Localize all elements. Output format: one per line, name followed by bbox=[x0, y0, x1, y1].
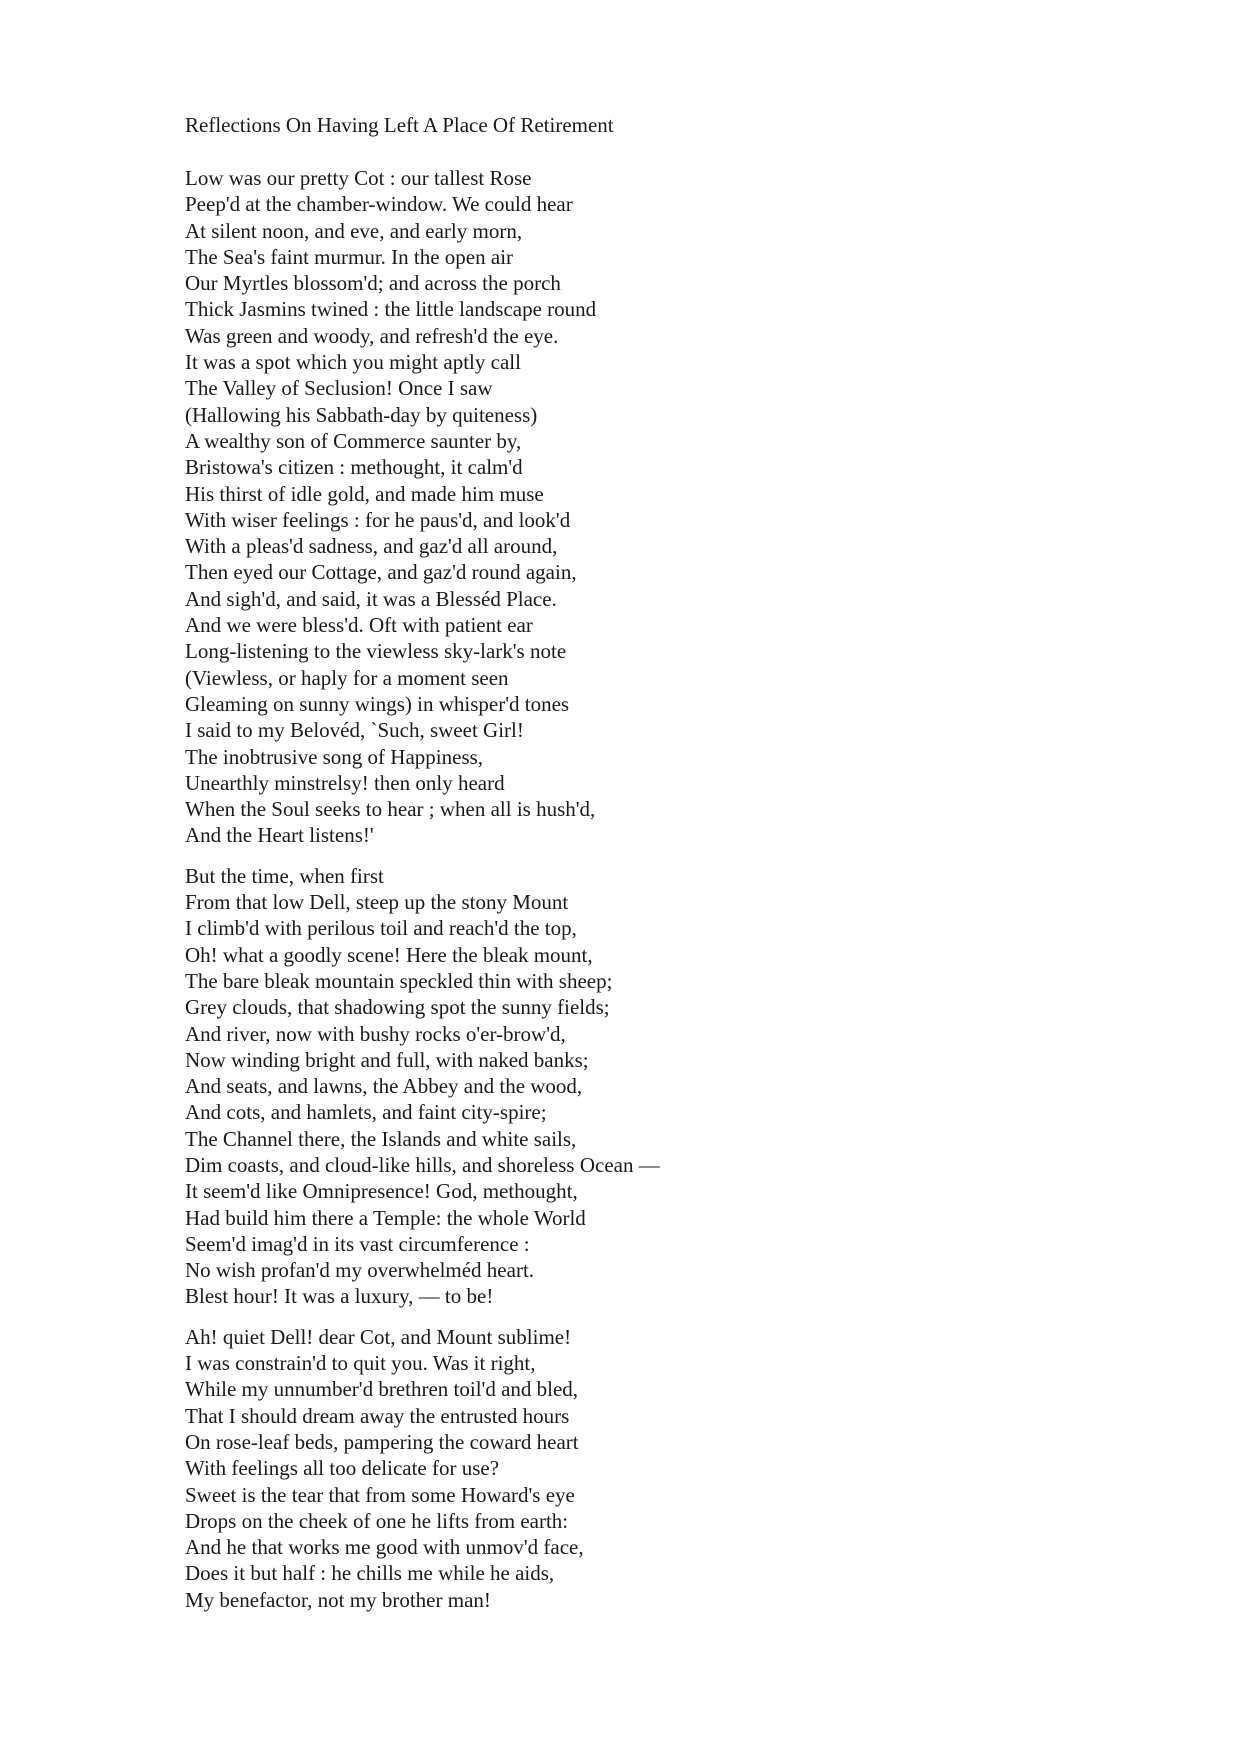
poem-line: Was green and woody, and refresh'd the eye. bbox=[185, 323, 559, 348]
poem-line: Dim coasts, and cloud-like hills, and shoreless Ocean — bbox=[185, 1152, 660, 1177]
poem-line: On rose-leaf beds, pampering the coward heart bbox=[185, 1429, 579, 1454]
poem-line: The Sea's faint murmur. In the open air bbox=[185, 244, 514, 269]
poem-line: Thick Jasmins twined : the little landscape round bbox=[185, 297, 597, 322]
poem-line: Sweet is the tear that from some Howard's eye bbox=[185, 1482, 575, 1507]
poem-line: And sigh'd, and said, it was a Blesséd Place. bbox=[185, 586, 557, 611]
poem-line: Our Myrtles blossom'd; and across the porch bbox=[185, 271, 561, 296]
poem-line: And seats, and lawns, the Abbey and the wood, bbox=[185, 1074, 583, 1099]
poem-line: It was a spot which you might aptly call bbox=[185, 350, 521, 375]
poem-line: From that low Dell, steep up the stony Mount bbox=[185, 890, 569, 915]
poem-line: Drops on the cheek of one he lifts from earth: bbox=[185, 1508, 569, 1533]
poem-line: Now winding bright and full, with naked banks; bbox=[185, 1047, 589, 1072]
poem-line: Grey clouds, that shadowing spot the sunny fields; bbox=[185, 995, 610, 1020]
poem-line: And cots, and hamlets, and faint city-spire; bbox=[185, 1100, 547, 1125]
poem-line: Peep'd at the chamber-window. We could hear bbox=[185, 192, 573, 217]
poem-line: Ah! quiet Dell! dear Cot, and Mount sublime! bbox=[185, 1324, 572, 1349]
poem-line: When the Soul seeks to hear ; when all is hush'd, bbox=[185, 797, 596, 822]
poem-line: The inobtrusive song of Happiness, bbox=[185, 744, 484, 769]
poem-line: With feelings all too delicate for use? bbox=[185, 1456, 500, 1481]
poem-line: The Valley of Seclusion! Once I saw bbox=[185, 376, 493, 401]
poem-line: Oh! what a goodly scene! Here the bleak mount, bbox=[185, 942, 593, 967]
poem-line: Does it but half : he chills me while he aids, bbox=[185, 1561, 555, 1586]
document-page bbox=[185, 112, 1185, 1613]
poem-line: My benefactor, not my brother man! bbox=[185, 1587, 491, 1612]
poem-line: And the Heart listens!' bbox=[185, 823, 374, 848]
poem-title: Reflections On Having Left A Place Of Retirement bbox=[185, 113, 614, 137]
poem-line: And we were bless'd. Oft with patient ear bbox=[185, 613, 533, 638]
stanza-1 bbox=[185, 165, 1185, 849]
poem-line: Gleaming on sunny wings) in whisper'd tones bbox=[185, 691, 570, 716]
poem-line: And river, now with bushy rocks o'er-brow'd, bbox=[185, 1021, 566, 1046]
poem-line: Had build him there a Temple: the whole World bbox=[185, 1205, 586, 1230]
poem-line: Blest hour! It was a luxury, — to be! bbox=[185, 1284, 494, 1309]
poem-line: (Viewless, or haply for a moment seen bbox=[185, 665, 509, 690]
poem-line: At silent noon, and eve, and early morn, bbox=[185, 218, 523, 243]
poem-line: Then eyed our Cottage, and gaz'd round again, bbox=[185, 560, 577, 585]
poem-line: Seem'd imag'd in its vast circumference : bbox=[185, 1231, 530, 1256]
poem-line: And he that works me good with unmov'd face, bbox=[185, 1535, 584, 1560]
poem-line: His thirst of idle gold, and made him muse bbox=[185, 481, 544, 506]
poem-line: I said to my Belovéd, `Such, sweet Girl! bbox=[185, 718, 524, 743]
poem-line: I climb'd with perilous toil and reach'd the top, bbox=[185, 916, 577, 941]
poem-line: Unearthly minstrelsy! then only heard bbox=[185, 770, 505, 795]
poem-line: Low was our pretty Cot : our tallest Rose bbox=[185, 166, 532, 190]
poem-line: Long-listening to the viewless sky-lark's note bbox=[185, 639, 567, 664]
poem-line: That I should dream away the entrusted hours bbox=[185, 1403, 570, 1428]
poem-line: The bare bleak mountain speckled thin with sheep; bbox=[185, 968, 613, 993]
poem-line: The Channel there, the Islands and white sails, bbox=[185, 1126, 577, 1151]
poem-line: A wealthy son of Commerce saunter by, bbox=[185, 428, 522, 453]
poem-line: Bristowa's citizen : methought, it calm'd bbox=[185, 455, 523, 480]
stanza-3 bbox=[185, 1324, 1185, 1613]
poem-line: With a pleas'd sadness, and gaz'd all around, bbox=[185, 534, 558, 559]
stanza-2 bbox=[185, 863, 1185, 1310]
poem-line: (Hallowing his Sabbath-day by quiteness) bbox=[185, 402, 538, 427]
poem-line: But the time, when first bbox=[185, 863, 384, 888]
poem-line: I was constrain'd to quit you. Was it right, bbox=[185, 1351, 536, 1376]
poem-line: It seem'd like Omnipresence! God, methought, bbox=[185, 1179, 578, 1204]
poem-line: While my unnumber'd brethren toil'd and bled, bbox=[185, 1377, 579, 1402]
poem-line: With wiser feelings : for he paus'd, and look'd bbox=[185, 507, 571, 532]
poem-line: No wish profan'd my overwhelméd heart. bbox=[185, 1258, 535, 1283]
